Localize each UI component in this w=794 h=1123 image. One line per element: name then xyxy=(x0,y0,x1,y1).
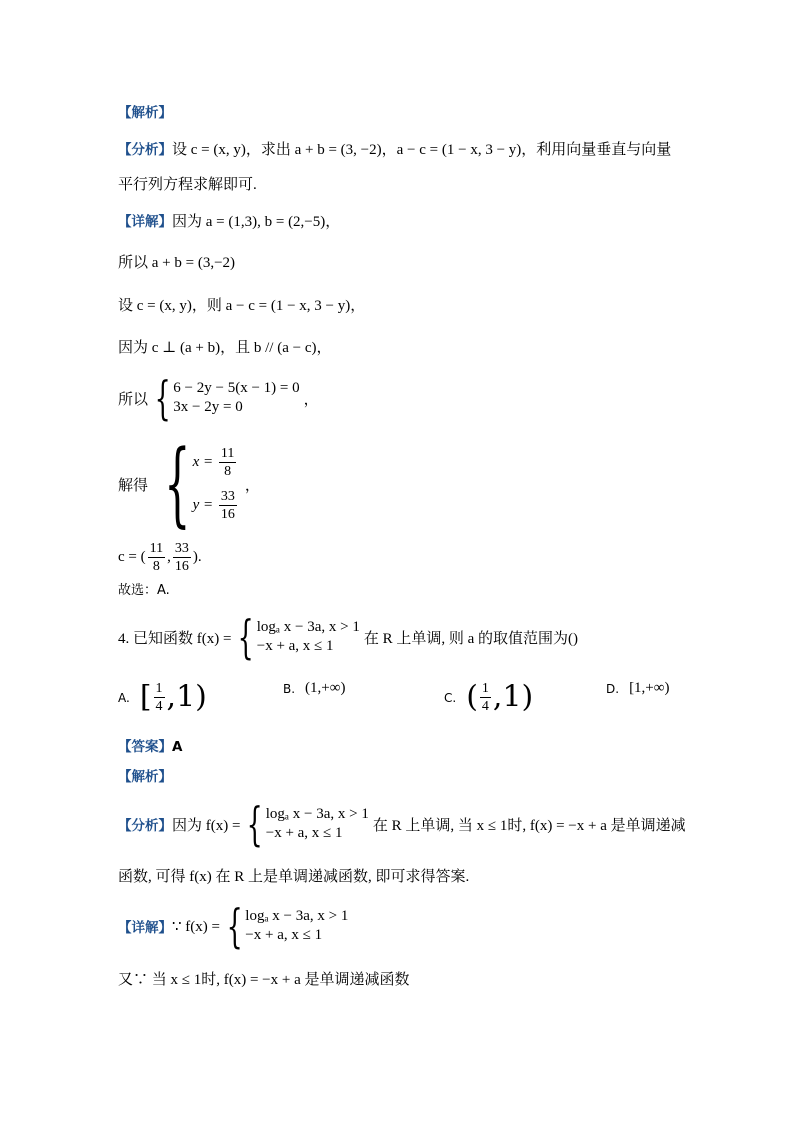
system-eq1: 6 − 2y − 5(x − 1) = 0 xyxy=(173,380,300,396)
q4-stem xyxy=(118,610,578,664)
q4-stem-suffix: 在 R 上单调, 则 a 的取值范围为() xyxy=(363,630,578,647)
system-rows xyxy=(173,380,299,416)
solution-x: x = $\frac{11}{8}$ xyxy=(192,446,235,479)
analysis-tag: 【分析】 xyxy=(118,142,172,158)
q4-stem-prefix: 4. 已知函数 f(x) = xyxy=(118,630,232,647)
piecewise-rows xyxy=(257,619,360,655)
answer-tag: 【答案】 xyxy=(118,739,172,755)
answer-value: A xyxy=(172,739,183,755)
q4-analysis-prefix: 因为 f(x) = xyxy=(172,817,241,834)
q4-analysis-suffix: 在 R 上单调, 当 x ≤ 1时, f(x) = −x + a 是单调递减 xyxy=(372,817,686,834)
q3-choice: 故选：A. xyxy=(118,583,170,598)
result-vector: c = ( $\frac{11}{8}$ , $\frac{33}{16}$ ). xyxy=(118,541,202,574)
q4-answer xyxy=(118,737,182,757)
piecewise-rows: logₐ x − 3a, x > 1 −x + a, x ≤ 1 xyxy=(265,806,369,841)
q4-analysis-heading: 【解析】 xyxy=(118,769,172,785)
left-brace: { xyxy=(154,371,171,425)
q3-step3: 设 c = (x, y)，则 a − c = (1 − x, 3 − y)， xyxy=(118,298,366,314)
option-a[interactable]: A. [ $\frac{1}{4}$ ,1) xyxy=(118,679,207,715)
left-brace-tall: { xyxy=(164,430,191,537)
q3-analysis-line2: 平行列方程求解即可. xyxy=(118,177,257,193)
piece-1: logₐ x − 3a, x > 1 xyxy=(256,619,360,635)
option-c[interactable]: C. ( $\frac{1}{4}$ ,1) xyxy=(444,679,534,715)
q4-analysis xyxy=(118,797,686,851)
solution-suffix: ， xyxy=(244,477,260,494)
system-suffix: ， xyxy=(303,391,319,408)
detail-tag: 【详解】 xyxy=(118,920,172,936)
equation-system-1 xyxy=(118,371,319,425)
analysis-tag: 【分析】 xyxy=(118,818,172,834)
left-brace: { xyxy=(247,797,264,851)
solution-y: y = $\frac{33}{16}$ xyxy=(192,489,235,522)
detail-tag: 【详解】 xyxy=(118,214,172,230)
system-eq2: 3x − 2y = 0 xyxy=(173,399,243,415)
analysis-heading: 【解析】 xyxy=(118,105,172,121)
q4-analysis-line2: 函数, 可得 f(x) 在 R 上是单调递减函数, 即可求得答案. xyxy=(118,869,470,885)
q3-analysis-text: 设 c = (x, y)，求出 a + b = (3, −2)，a − c = (1 − x, 3 − y)，利用向量垂直与向量 xyxy=(172,142,672,158)
q4-detail-prefix: ∵ f(x) = xyxy=(172,918,220,935)
piece-2: −x + a, x ≤ 1 xyxy=(256,638,334,654)
q3-step2: 所以 a + b = (3,−2) xyxy=(118,255,236,271)
left-brace: { xyxy=(226,899,243,953)
q3-analysis-line xyxy=(118,140,671,160)
left-brace: { xyxy=(238,610,255,664)
q3-step1: 因为 a = (1,3), b = (2,−5)， xyxy=(172,214,341,230)
q3-detail-line xyxy=(118,212,340,232)
solution-system xyxy=(118,430,260,537)
solution-rows xyxy=(193,445,239,523)
option-d[interactable]: D. [1,+∞) xyxy=(606,680,670,696)
piecewise-rows: logₐ x − 3a, x > 1 −x + a, x ≤ 1 xyxy=(245,908,349,943)
q3-step4: 因为 c ⊥ (a + b)，且 b // (a − c)， xyxy=(118,340,332,356)
q4-detail xyxy=(118,899,349,953)
solution-prefix: 解得 xyxy=(118,477,149,494)
q4-last-line: 又∵ 当 x ≤ 1时, f(x) = −x + a 是单调递减函数 xyxy=(118,972,410,988)
option-b[interactable]: B. (1,+∞) xyxy=(283,680,346,696)
system-prefix: 所以 xyxy=(118,391,149,408)
